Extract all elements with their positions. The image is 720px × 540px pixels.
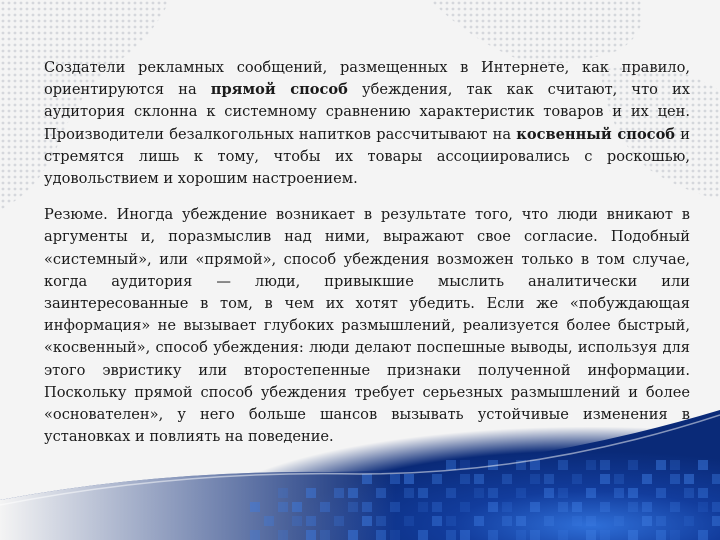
mosaic-tile <box>628 530 638 540</box>
mosaic-tile <box>474 488 484 498</box>
mosaic-tile <box>684 488 694 498</box>
mosaic-tile <box>698 530 708 540</box>
mosaic-tile <box>278 502 288 512</box>
bold-indirect-method: косвенный способ <box>516 125 676 143</box>
mosaic-tile <box>362 474 372 484</box>
mosaic-tile <box>684 516 694 526</box>
mosaic-tile <box>334 488 344 498</box>
mosaic-tile <box>320 502 330 512</box>
mosaic-tile <box>600 474 610 484</box>
mosaic-tile <box>628 488 638 498</box>
mosaic-tile <box>670 502 680 512</box>
mosaic-tile <box>516 516 526 526</box>
mosaic-tile <box>292 502 302 512</box>
mosaic-tile <box>264 516 274 526</box>
mosaic-tile <box>418 488 428 498</box>
mosaic-tile <box>572 502 582 512</box>
mosaic-tile <box>558 530 568 540</box>
mosaic-tile <box>404 474 414 484</box>
mosaic-tile <box>460 474 470 484</box>
mosaic-tile <box>670 530 680 540</box>
mosaic-tile <box>390 474 400 484</box>
mosaic-tile <box>446 516 456 526</box>
paragraph-online-ads <box>44 57 690 190</box>
mosaic-tile <box>348 488 358 498</box>
paragraph-summary: Резюме. Иногда убеждение возникает в результате того, что люди вникают в аргументы и, поразмыслив над ними, выражают свое согласие. Подобный «системный», или «прямой», способ убеждения возможен только в том случае, когда аудитория — люди, привыкшие мыслить аналитически или заинтересованные в том, в чем их хотят убедить. Если же «побуждающая информация» не вызывает глубоких размышлений, реализуется более быстрый, «косвенный», способ убеждения: люди делают поспешные выводы, используя для этого эвристику или второстепенные признаки полученной информации. Поскольку прямой способ убеждения требует серьезных размышлений и более «основателен», у него больше шансов вызывать устойчивые изменения в установках и повлиять на поведение. <box>44 206 690 446</box>
mosaic-tile <box>306 516 316 526</box>
mosaic-tile <box>362 516 372 526</box>
mosaic-tile <box>712 516 720 526</box>
mosaic-tile <box>334 516 344 526</box>
mosaic-tile <box>530 460 540 470</box>
mosaic-tile <box>698 460 708 470</box>
mosaic-tile <box>586 530 596 540</box>
mosaic-tile <box>376 516 386 526</box>
mosaic-tile <box>544 516 554 526</box>
mosaic-tile <box>628 502 638 512</box>
paragraph1-text-b: убеждения, так как считают, что их аудитория склонна к системному сравнению характеристик товаров и их цен. Производители безалкогольных напитков рассчитывают на <box>44 81 691 143</box>
mosaic-tile <box>712 502 720 512</box>
bold-direct-method: прямой способ <box>210 81 348 99</box>
mosaic-tile <box>516 530 526 540</box>
mosaic-tile <box>656 488 666 498</box>
mosaic-tile <box>250 530 260 540</box>
mosaic-tile <box>698 502 708 512</box>
mosaic-tile <box>586 488 596 498</box>
mosaic-tile <box>390 530 400 540</box>
mosaic-tile <box>586 516 596 526</box>
mosaic-tile <box>278 530 288 540</box>
mosaic-tile <box>614 474 624 484</box>
mosaic-tile <box>698 488 708 498</box>
mosaic-tile <box>376 488 386 498</box>
slide-content <box>44 57 690 448</box>
mosaic-tile <box>306 488 316 498</box>
mosaic-tile <box>656 460 666 470</box>
mosaic-tile <box>614 488 624 498</box>
mosaic-tile <box>390 502 400 512</box>
mosaic-tile <box>362 502 372 512</box>
mosaic-tile <box>488 530 498 540</box>
mosaic-tile <box>418 502 428 512</box>
mosaic-tile <box>600 530 610 540</box>
mosaic-tile <box>488 502 498 512</box>
mosaic-tile <box>418 530 428 540</box>
paragraph1-text-a: Создатели рекламных сообщений, размещенных в Интернете, как правило, ориентируются на <box>44 59 690 99</box>
mosaic-tile <box>278 488 288 498</box>
mosaic-tile <box>656 530 666 540</box>
mosaic-tile <box>348 530 358 540</box>
mosaic-tile <box>642 502 652 512</box>
mosaic-tile <box>502 474 512 484</box>
mosaic-tile <box>376 530 386 540</box>
mosaic-tile <box>502 502 512 512</box>
mosaic-tile <box>292 516 302 526</box>
mosaic-tile <box>712 474 720 484</box>
mosaic-tile <box>684 474 694 484</box>
mosaic-tile <box>558 488 568 498</box>
mosaic-tile <box>628 460 638 470</box>
mosaic-tile <box>600 460 610 470</box>
mosaic-tile <box>558 460 568 470</box>
mosaic-tile <box>558 502 568 512</box>
mosaic-tile <box>600 502 610 512</box>
mosaic-tile <box>348 502 358 512</box>
mosaic-tile <box>530 474 540 484</box>
mosaic-tile <box>656 516 666 526</box>
mosaic-tile <box>446 488 456 498</box>
mosaic-tile <box>642 516 652 526</box>
mosaic-tile <box>446 460 456 470</box>
mosaic-tile <box>502 516 512 526</box>
paragraph1-text-c: и стремятся лишь к тому, чтобы их товары ассоциировались с роскошью, удовольствием и хорошим настроением. <box>44 125 691 188</box>
mosaic-tile <box>460 530 470 540</box>
mosaic-tile <box>544 474 554 484</box>
mosaic-tile <box>670 474 680 484</box>
mosaic-tile <box>670 460 680 470</box>
mosaic-tile <box>530 502 540 512</box>
mosaic-tile <box>474 516 484 526</box>
mosaic-tile <box>432 516 442 526</box>
mosaic-tile <box>586 460 596 470</box>
mosaic-tile <box>432 502 442 512</box>
mosaic-tile <box>446 530 456 540</box>
mosaic-tile <box>460 502 470 512</box>
mosaic-tile <box>432 474 442 484</box>
mosaic-tile <box>642 474 652 484</box>
mosaic-tile <box>544 488 554 498</box>
mosaic-tile <box>572 516 582 526</box>
mosaic-tile <box>572 474 582 484</box>
mosaic-tile <box>474 474 484 484</box>
mosaic-tile <box>530 530 540 540</box>
mosaic-tile <box>404 488 414 498</box>
mosaic-tile <box>404 516 414 526</box>
mosaic-tile <box>250 502 260 512</box>
mosaic-tile <box>306 530 316 540</box>
mosaic-tile <box>488 488 498 498</box>
mosaic-tile <box>320 530 330 540</box>
mosaic-tile <box>614 516 624 526</box>
mosaic-tile <box>516 488 526 498</box>
